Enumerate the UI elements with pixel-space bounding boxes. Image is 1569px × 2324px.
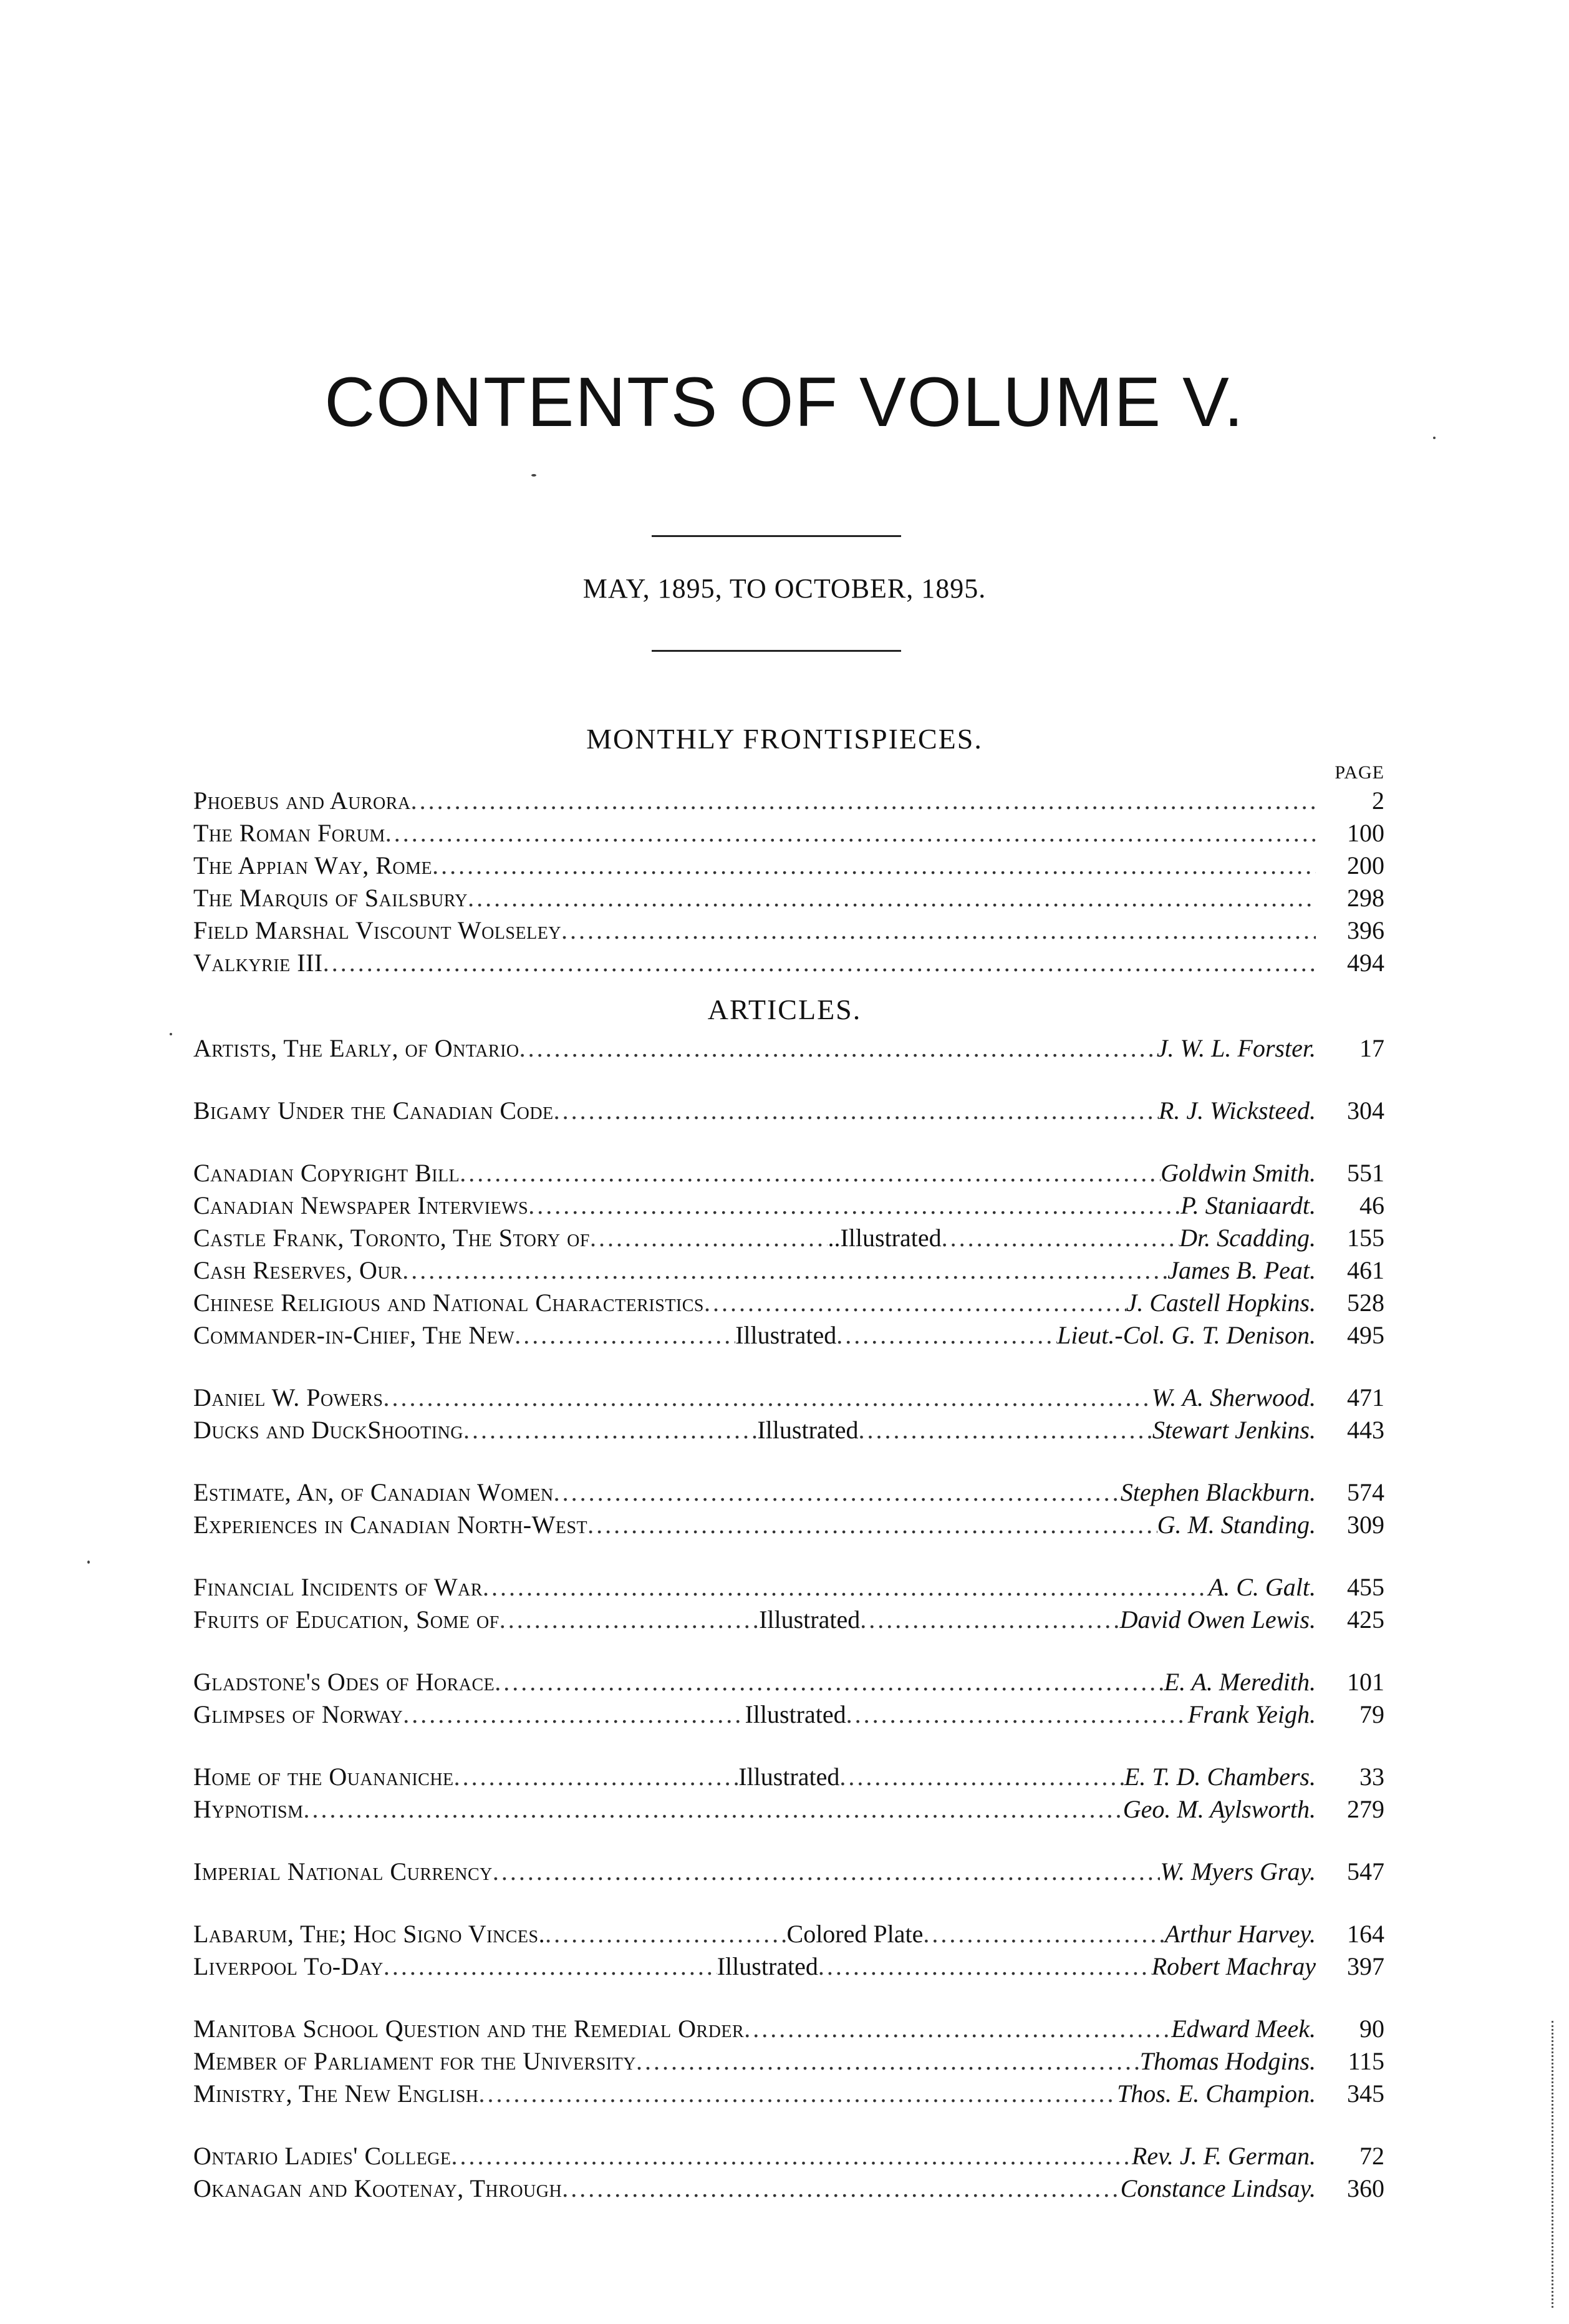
dot-leader [561,914,1316,947]
print-speck [170,1033,172,1035]
article-row [193,1032,1384,1065]
frontispiece-row [193,850,1384,882]
frontispiece-row [193,817,1384,850]
article-title: Estimate, An, of Canadian Women [193,1478,554,1506]
article-title: Cash Reserves, Our [193,1256,403,1284]
article-row [193,1157,1384,1189]
article-row [193,1095,1384,1127]
frontispiece-title: Field Marshal Viscount Wolseley [193,916,562,944]
article-title: Hypnotism [193,1795,304,1823]
article-note: Illustrated [717,1952,818,1980]
volume-title: CONTENTS OF VOLUME V. [324,363,1245,441]
page-number: 455 [1347,1573,1384,1601]
dot-leader [495,1666,1164,1698]
dot-leader [451,2140,1132,2172]
frontispiece-title: Valkyrie III [193,949,323,977]
article-row [193,1698,1384,1731]
dot-leader [554,1095,1159,1127]
frontispiece-row [193,785,1384,817]
page-edge-marks [1552,2021,1560,2308]
article-title: Chinese Religious and National Characteristics [193,1289,705,1317]
frontispieces-list [193,785,1384,979]
dot-leader [846,1698,1188,1731]
article-row [193,1287,1384,1319]
frontispiece-title: The Marquis of Sailsbury [193,884,468,912]
dot-leader [454,1761,739,1793]
article-row [193,1856,1384,1888]
dot-leader [479,2078,1118,2110]
page-number: 115 [1348,2047,1384,2075]
article-title: Daniel W. Powers [193,1383,384,1411]
dot-leader [562,2172,1120,2205]
dot-leader [860,1604,1119,1636]
page-number: 101 [1347,1668,1384,1696]
frontispieces-heading: MONTHLY FRONTISPIECES. [586,723,983,755]
frontispiece-title: Phoebus and Aurora [193,787,411,815]
article-author: W. A. Sherwood. [1151,1383,1316,1411]
article-author: Edward Meek. [1171,2015,1316,2043]
article-title: Ministry, The New English [193,2079,479,2108]
dot-leader [403,1698,745,1731]
article-author: Goldwin Smith. [1161,1159,1316,1187]
dot-leader [384,1950,717,1983]
dot-leader [818,1950,1152,1983]
article-note: ..Illustrated [828,1224,942,1252]
article-author: Stephen Blackburn. [1120,1478,1316,1506]
page-number: 164 [1347,1920,1384,1948]
dot-leader [554,1476,1121,1509]
top-divider [652,535,901,537]
dot-leader [432,850,1316,882]
article-author: E. A. Meredith. [1164,1668,1316,1696]
dot-leader [839,1761,1124,1793]
page-number: 471 [1347,1383,1384,1411]
article-row [193,1666,1384,1698]
article-author: Constance Lindsay. [1120,2174,1316,2202]
article-author: Dr. Scadding. [1179,1224,1316,1252]
dot-leader [483,1571,1209,1604]
article-author: A. C. Galt. [1208,1573,1316,1601]
page-number: 279 [1347,1795,1384,1823]
dot-leader [519,1032,1157,1065]
article-title: Experiences in Canadian North-West [193,1511,588,1539]
article-title: Manitoba School Question and the Remedial Order [193,2015,745,2043]
article-note: Illustrated [759,1605,861,1634]
article-author: Geo. M. Aylsworth. [1122,1795,1316,1823]
page-number: 72 [1359,2142,1384,2170]
article-note: Colored Plate [786,1920,924,1948]
page-number: 574 [1347,1478,1384,1506]
article-row [193,2078,1384,2110]
article-title: Okanagan and Kootenay, Through [193,2174,562,2202]
frontispiece-row [193,882,1384,914]
page-number: 155 [1346,1224,1384,1252]
articles-list [193,1032,1384,2205]
article-author: Thos. E. Champion. [1117,2079,1316,2108]
frontispiece-title: The Appian Way, Rome [193,851,433,879]
article-row [193,1189,1384,1222]
article-author: G. M. Standing. [1157,1511,1316,1539]
article-row [193,2172,1384,2205]
date-range: MAY, 1895, TO OCTOBER, 1895. [582,573,987,604]
page-number: 90 [1359,2015,1384,2043]
article-author: Frank Yeigh. [1187,1700,1316,1728]
article-title: Ducks and DuckShooting [193,1416,464,1444]
dot-leader [493,1856,1161,1888]
dot-leader [528,1189,1180,1222]
article-row [193,1509,1384,1541]
page-number: 551 [1347,1159,1384,1187]
article-title: Glimpses of Norway [193,1700,403,1728]
page-number: 547 [1347,1857,1384,1886]
page-number: 345 [1347,2079,1384,2108]
article-title: Commander-in-Chief, The New [193,1321,515,1349]
article-row [193,1319,1384,1352]
dot-leader [587,1509,1157,1541]
dot-leader [923,1918,1164,1950]
article-title: Fruits of Education, Some of [193,1605,500,1634]
dot-leader [704,1287,1126,1319]
page-number: 17 [1359,1034,1384,1062]
dot-leader [942,1222,1179,1254]
article-row [193,1254,1384,1287]
article-row [193,1571,1384,1604]
article-row [193,1222,1384,1254]
page-number: 461 [1347,1256,1384,1284]
article-author: W. Myers Gray. [1160,1857,1316,1886]
article-title: Labarum, The; Hoc Signo Vinces. [193,1920,546,1948]
page-number: 298 [1347,884,1384,912]
page-number: 443 [1347,1416,1384,1444]
article-title: Liverpool To-Day [193,1952,384,1980]
page-number: 528 [1347,1289,1384,1317]
article-note: Illustrated [735,1321,837,1349]
article-title: Artists, The Early, of Ontario [193,1034,519,1062]
frontispiece-row [193,947,1384,979]
article-row [193,1950,1384,1983]
article-title: Financial Incidents of War [193,1573,483,1601]
dot-leader [460,1157,1161,1189]
article-row [193,2013,1384,2045]
article-title: Ontario Ladies' College [193,2142,451,2170]
article-row [193,1604,1384,1636]
bottom-divider [652,650,901,652]
page-number: 309 [1347,1511,1384,1539]
frontispiece-row [193,914,1384,947]
article-author: Arthur Harvey. [1164,1920,1316,1948]
dot-leader [304,1793,1123,1826]
article-row [193,1793,1384,1826]
article-note: Illustrated [757,1416,859,1444]
article-author: P. Staniaardt. [1180,1191,1316,1219]
page-number: 494 [1347,949,1384,977]
page-number: 304 [1347,1097,1384,1125]
page-number: 425 [1347,1605,1384,1634]
print-speck [531,474,536,477]
articles-heading: ARTICLES. [707,994,862,1025]
page-number: 46 [1359,1191,1384,1219]
page-number: 396 [1347,916,1384,944]
dot-leader [545,1918,786,1950]
dot-leader [636,2045,1140,2078]
dot-leader [500,1604,759,1636]
article-author: Stewart Jenkins. [1152,1416,1316,1444]
article-author: Lieut.-Col. G. T. Denison. [1057,1321,1316,1349]
dot-leader [836,1319,1057,1352]
article-title: Member of Parliament for the University [193,2047,636,2075]
dot-leader [323,947,1316,979]
dot-leader [744,2013,1171,2045]
article-title: Imperial National Currency [193,1857,493,1886]
article-author: J. W. L. Forster. [1156,1034,1316,1062]
article-row [193,2045,1384,2078]
article-title: Castle Frank, Toronto, The Story of [193,1224,590,1252]
article-row [193,1476,1384,1509]
article-row [193,2140,1384,2172]
article-author: J. Castell Hopkins. [1126,1289,1316,1317]
article-title: Bigamy Under the Canadian Code [193,1097,554,1125]
dot-leader [859,1414,1152,1446]
article-author: Thomas Hodgins. [1139,2047,1316,2075]
dot-leader [402,1254,1167,1287]
article-row [193,1414,1384,1446]
article-author: David Owen Lewis. [1119,1605,1316,1634]
page-number: 2 [1372,787,1384,815]
page-number: 397 [1346,1952,1384,1980]
dot-leader [590,1222,828,1254]
article-row [193,1918,1384,1950]
page-number: 33 [1359,1763,1384,1791]
dot-leader [468,882,1316,914]
print-speck [87,1561,90,1564]
article-author: R. J. Wicksteed. [1158,1097,1316,1125]
article-row [193,1382,1384,1414]
article-author: Rev. J. F. German. [1131,2142,1316,2170]
article-title: Home of the Ouananiche [193,1763,454,1791]
page-number: 100 [1347,819,1384,847]
article-title: Canadian Copyright Bill [193,1159,460,1187]
page-number: 360 [1347,2174,1384,2202]
article-title: Gladstone's Odes of Horace [193,1668,495,1696]
article-row [193,1761,1384,1793]
article-note: Illustrated [745,1700,846,1728]
article-author: James B. Peat. [1167,1256,1316,1284]
print-speck [1433,437,1436,439]
article-note: Illustrated [738,1763,840,1791]
dot-leader [383,1382,1151,1414]
dot-leader [463,1414,757,1446]
dot-leader [411,785,1316,817]
dot-leader [385,817,1316,850]
page-column-header: PAGE [1335,762,1384,783]
article-author: E. T. D. Chambers. [1124,1763,1316,1791]
page-number: 495 [1347,1321,1384,1349]
article-author: Robert Machray [1151,1952,1316,1980]
article-title: Canadian Newspaper Interviews [193,1191,529,1219]
dot-leader [514,1319,735,1352]
page-number: 200 [1347,851,1384,879]
frontispiece-title: The Roman Forum [193,819,385,847]
page-number: 79 [1359,1700,1384,1728]
